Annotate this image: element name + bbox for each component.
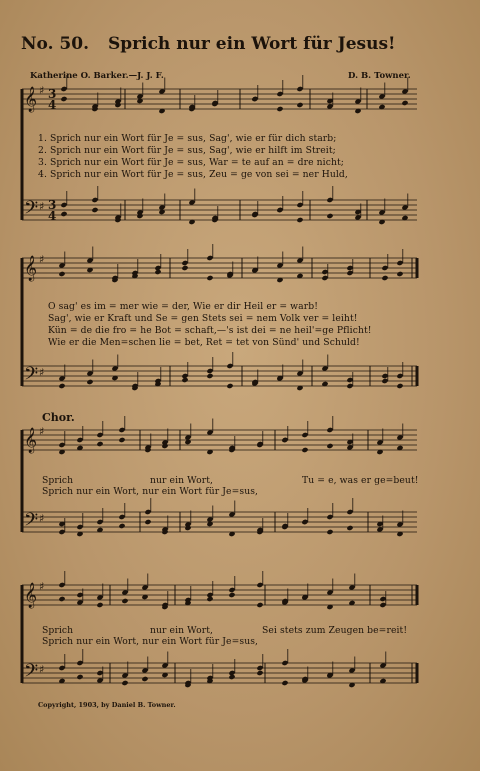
note-head — [154, 269, 161, 275]
note-head — [91, 207, 98, 213]
note-head — [206, 596, 213, 602]
bass-clef: 𝄢 — [24, 661, 39, 686]
bass-clef: 𝄢 — [24, 364, 39, 389]
bass-clef: 𝄢 — [24, 510, 39, 535]
note-head — [228, 674, 235, 680]
chorus-line: nur ein Wort, — [150, 475, 214, 486]
hymn-number: No. 50. — [21, 34, 89, 54]
chorus-line: Sprich nur ein Wort, nur ein Wort für Je=sus, — [42, 486, 259, 497]
key-signature-sharp: ♯ — [39, 512, 45, 525]
note-head — [346, 525, 353, 531]
note-head — [226, 383, 233, 389]
note-head — [144, 519, 151, 525]
note-head — [76, 674, 83, 680]
note-head — [181, 265, 188, 271]
chorus-line: Sprich nur ein Wort, nur ein Wort für Je=sus, — [42, 636, 259, 647]
time-signature: 3 — [48, 87, 57, 101]
note-head — [118, 437, 125, 443]
hymn-title: Sprich nur ein Wort für Jesus! — [108, 34, 396, 54]
treble-clef: 𝄞 — [24, 428, 38, 453]
note-head — [326, 213, 333, 219]
note-head — [96, 441, 103, 447]
note-head — [301, 447, 308, 453]
note-head — [86, 379, 93, 385]
author-credit: Katherine O. Barker.—J. J. F. — [30, 71, 164, 81]
note-head — [58, 383, 65, 389]
chorus-label: Chor. — [42, 411, 75, 424]
chorus-line: Tu = e, was er ge=beut! — [302, 475, 419, 486]
note-head — [256, 602, 263, 608]
treble-staff — [22, 258, 417, 278]
chorus-line: nur ein Wort, — [150, 625, 214, 636]
note-head — [401, 100, 408, 106]
key-signature-sharp: ♯ — [39, 663, 45, 676]
key-signature-sharp: ♯ — [39, 425, 45, 438]
verse-line: Wie er die Men=schen lie = bet, Ret = tet von Sünd' und Schuld! — [48, 337, 360, 348]
bass-staff — [22, 663, 417, 683]
verse-line: Sag', wie er Kraft und Se = gen Stets sei = nem Volk ver = leiht! — [48, 313, 358, 324]
note-head — [256, 670, 263, 676]
verse-line: 2. Sprich nur ein Wort für Je = sus, Sag', wie er hilft im Streit; — [38, 145, 336, 156]
note-head — [206, 373, 213, 379]
note-head — [281, 680, 288, 686]
key-signature-sharp: ♯ — [39, 580, 45, 593]
key-signature-sharp: ♯ — [39, 84, 45, 97]
verse-line: 3. Sprich nur ein Wort für Je = sus, War = te auf an = dre nicht; — [38, 157, 344, 168]
note-head — [381, 275, 388, 281]
note-head — [206, 275, 213, 281]
note-head — [326, 529, 333, 535]
note-head — [118, 523, 125, 529]
note-head — [121, 598, 128, 604]
time-signature: 4 — [48, 98, 57, 112]
composer-credit: D. B. Towner. — [348, 71, 411, 81]
key-signature-sharp: ♯ — [39, 366, 45, 379]
bass-staff — [22, 366, 417, 386]
note-head — [276, 106, 283, 112]
chorus-line: Sei stets zum Zeugen be=reit! — [262, 625, 408, 636]
copyright-notice: Copyright, 1903, by Daniel B. Towner. — [38, 701, 176, 709]
note-head — [58, 596, 65, 602]
chorus-line: Sprich — [42, 625, 74, 636]
verse-line: O sag' es im = mer wie = der, Wie er dir Heil er = warb! — [48, 301, 318, 312]
treble-clef: 𝄞 — [24, 256, 38, 281]
verse-line: 1. Sprich nur ein Wort für Je = sus, Sag', wie er für dich starb; — [38, 133, 337, 144]
note-head — [181, 377, 188, 383]
treble-staff — [22, 89, 417, 109]
note-head — [296, 102, 303, 108]
note-head — [396, 383, 403, 389]
verse-line: Kün = de die fro = he Bot = schaft,—'s ist dei = ne heil'=ge Pflicht! — [48, 325, 372, 336]
note-head — [228, 592, 235, 598]
note-head — [296, 217, 303, 223]
note-head — [396, 271, 403, 277]
chorus-line: Sprich — [42, 475, 74, 486]
key-signature-sharp: ♯ — [39, 253, 45, 266]
note-head — [141, 676, 148, 682]
time-signature: 3 — [48, 198, 57, 212]
treble-clef: 𝄞 — [24, 583, 38, 608]
bass-clef: 𝄢 — [24, 198, 39, 223]
note-head — [326, 443, 333, 449]
note-head — [96, 602, 103, 608]
note-head — [60, 211, 67, 217]
time-signature: 4 — [48, 209, 57, 223]
note-head — [60, 96, 67, 102]
bass-staff — [22, 512, 417, 532]
verse-line: 4. Sprich nur ein Wort für Je = sus, Zeu = ge von sei = ner Huld, — [38, 169, 348, 180]
key-signature-sharp: ♯ — [39, 200, 45, 213]
treble-clef: 𝄞 — [24, 87, 38, 112]
note-head — [58, 271, 65, 277]
note-head — [121, 680, 128, 686]
